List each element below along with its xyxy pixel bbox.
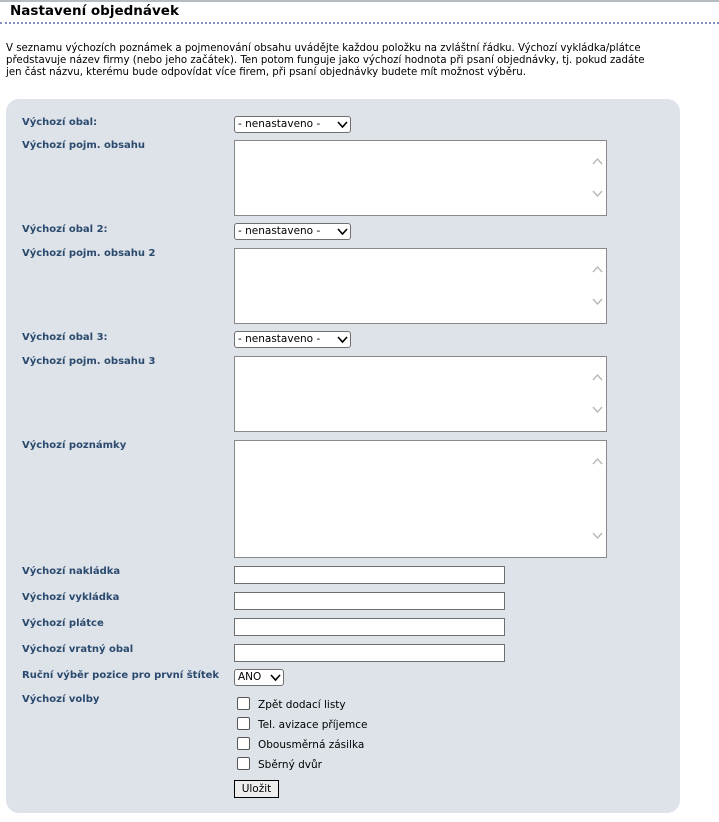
obal2-select[interactable] (234, 223, 351, 240)
save-button[interactable]: Uložit (234, 780, 279, 798)
nakladka-label: Výchozí nakládka (22, 566, 121, 577)
vratny-obal-input[interactable] (234, 644, 505, 662)
scroll-down-icon[interactable] (592, 532, 603, 539)
obal2-select-value: - nenastaveno - (238, 225, 321, 237)
scroll-down-icon[interactable] (592, 190, 603, 197)
platce-input[interactable] (234, 618, 505, 636)
obsah3-label: Výchozí pojm. obsahu 3 (22, 356, 156, 367)
intro-line: jen část názvu, kterému bude odpovídat více firem, při psaní objednávky budete mít možnost výběru. (6, 66, 526, 78)
top-border (0, 0, 719, 2)
checkbox-obousmerna-zasilka[interactable] (237, 737, 250, 750)
obsah-label: Výchozí pojm. obsahu (22, 140, 146, 151)
scroll-up-icon[interactable] (592, 266, 603, 273)
scroll-up-icon[interactable] (592, 158, 603, 165)
obal3-select[interactable] (234, 331, 351, 348)
poznamky-textarea[interactable] (234, 440, 607, 558)
chevron-down-icon (337, 120, 348, 129)
intro-text (6, 43, 716, 78)
intro-line: V seznamu výchozích poznámek a pojmenování obsahu uvádějte každou položku na zvláštní řádku. Výchozí vykládka/plátce (6, 43, 641, 54)
scroll-down-icon[interactable] (592, 406, 603, 413)
platce-label: Výchozí plátce (22, 618, 104, 629)
scroll-up-icon[interactable] (592, 458, 603, 465)
vykladka-input[interactable] (234, 592, 505, 610)
obsah3-textarea[interactable] (234, 356, 607, 432)
checkbox-label: Sběrný dvůr (258, 759, 322, 771)
checkbox-label: Zpět dodací listy (258, 699, 346, 711)
obal3-label: Výchozí obal 3: (22, 332, 108, 343)
scroll-up-icon[interactable] (592, 374, 603, 381)
obal-select-value: - nenastaveno - (238, 118, 321, 130)
checkbox-sberny-dvur[interactable] (237, 757, 250, 770)
vratny-obal-label: Výchozí vratný obal (22, 644, 134, 655)
rucni-vyber-select[interactable] (234, 669, 284, 686)
checkbox-tel-avizace[interactable] (237, 717, 250, 730)
volby-label: Výchozí volby (22, 694, 100, 705)
obal2-label: Výchozí obal 2: (22, 224, 108, 235)
title-divider (0, 22, 719, 24)
checkbox-label: Obousměrná zásilka (258, 739, 365, 751)
chevron-down-icon (270, 673, 281, 682)
rucni-vyber-label: Ruční výběr pozice pro první štítek (22, 670, 220, 681)
vykladka-label: Výchozí vykládka (22, 592, 120, 603)
intro-line: představuje název firmy (nebo jeho začátek). Ten potom funguje jako výchozí hodnota při psaní objednávky, tj. pokud zadáte (6, 54, 645, 66)
poznamky-label: Výchozí poznámky (22, 440, 127, 451)
checkbox-label: Tel. avizace příjemce (258, 719, 368, 731)
rucni-vyber-value: ANO (238, 671, 262, 683)
checkbox-zpet-dodaci-listy[interactable] (237, 697, 250, 710)
obal3-select-value: - nenastaveno - (238, 333, 321, 345)
chevron-down-icon (337, 227, 348, 236)
obsah2-textarea[interactable] (234, 248, 607, 324)
obal-select[interactable] (234, 116, 351, 133)
obsah-textarea[interactable] (234, 140, 607, 216)
chevron-down-icon (337, 335, 348, 344)
obsah2-label: Výchozí pojm. obsahu 2 (22, 248, 156, 259)
scroll-down-icon[interactable] (592, 298, 603, 305)
nakladka-input[interactable] (234, 566, 505, 584)
obal-label: Výchozí obal: (22, 117, 98, 128)
page-title: Nastavení objednávek (10, 3, 179, 19)
